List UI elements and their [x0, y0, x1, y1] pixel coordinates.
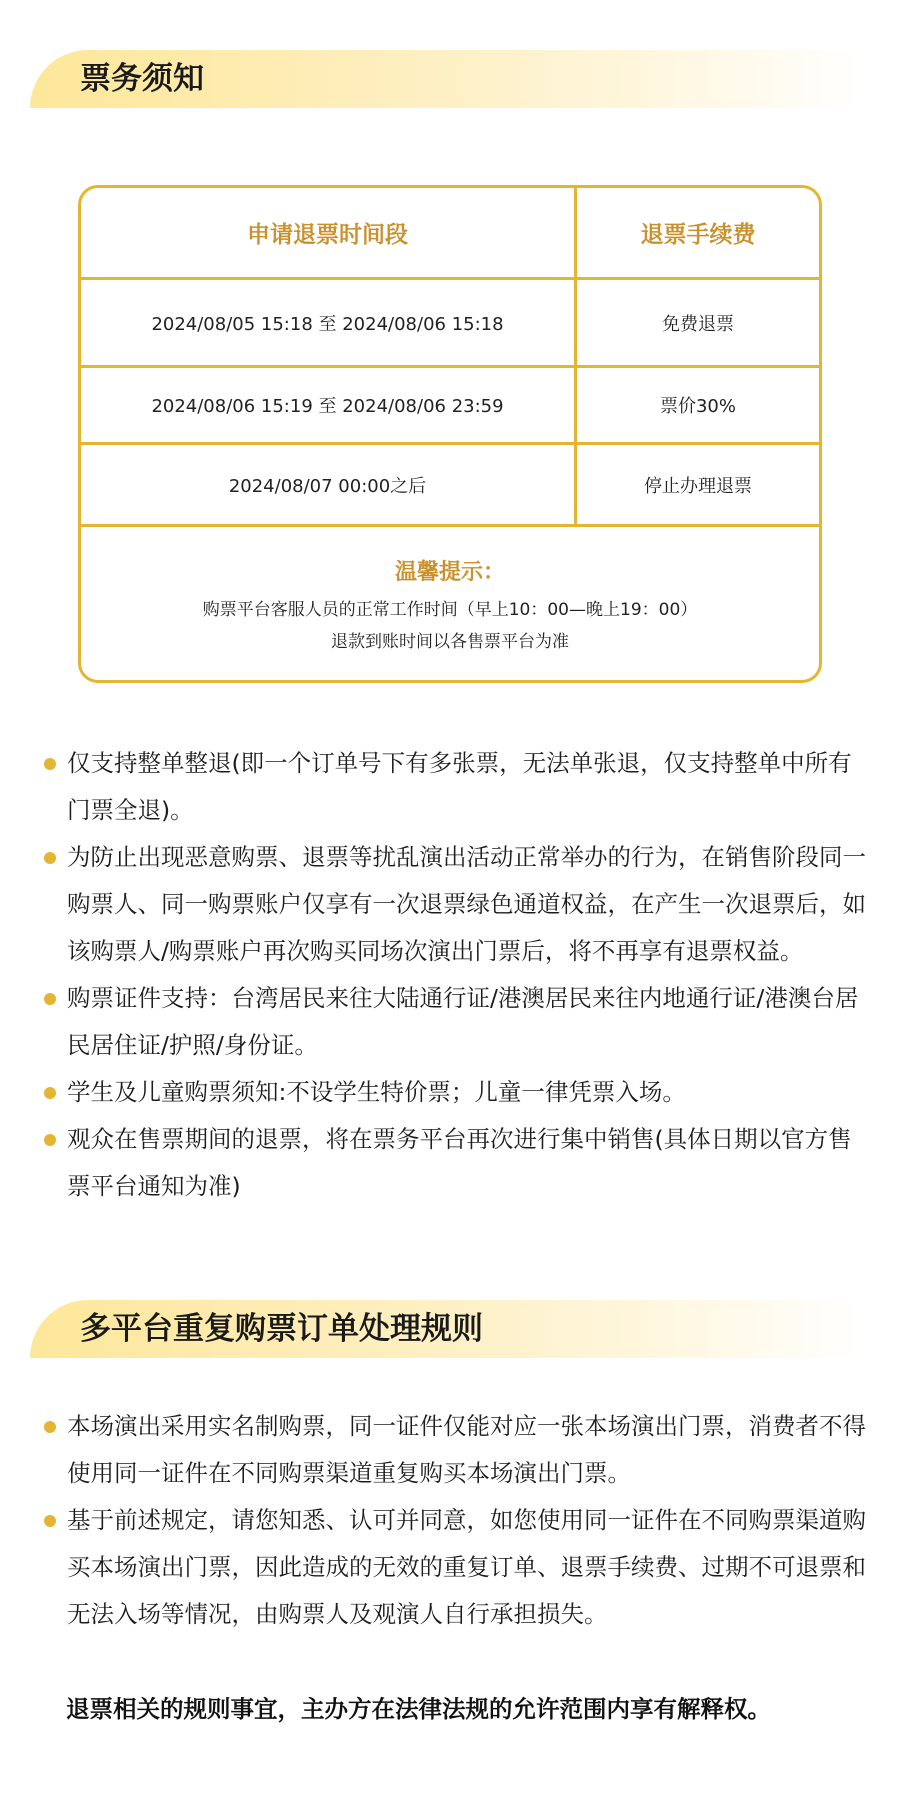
section-title: 多平台重复购票订单处理规则: [80, 1311, 483, 1347]
fee-cell: 票价30%: [659, 396, 736, 417]
bullet-dot-icon: [44, 993, 56, 1005]
bullet-dot-icon: [44, 1087, 56, 1099]
note-text: 本场演出采用实名制购票，同一证件仅能对应一张本场演出门票，消费者不得使用同一证件在不同购票渠道重复购买本场演出门票。: [67, 1412, 866, 1487]
fee-cell: 免费退票: [662, 313, 734, 335]
list-item: [44, 1497, 874, 1638]
note-text: 购票证件支持：台湾居民来往大陆通行证/港澳居民来往内地通行证/港澳台居民居住证/护照/身份证。: [67, 984, 859, 1059]
header-period: 申请退票时间段: [81, 188, 577, 277]
list-item: [44, 1116, 874, 1210]
period-cell: 2024/08/07 00:00之后: [81, 445, 577, 524]
bullet-dot-icon: [44, 1515, 56, 1527]
tips-title: 温馨提示：: [394, 560, 505, 585]
note-text: 学生及儿童购票须知:不设学生特价票；儿童一律凭票入场。: [67, 1078, 686, 1106]
section-header-ticket-notice: [30, 50, 860, 108]
duplicate-rules-list: [44, 1403, 874, 1638]
closing-statement: 退票相关的规则事宜，主办方在法律法规的允许范围内享有解释权。: [66, 1695, 771, 1723]
note-text: 观众在售票期间的退票，将在票务平台再次进行集中销售(具体日期以官方售票平台通知为准): [67, 1125, 852, 1200]
bullet-dot-icon: [44, 1134, 56, 1146]
table-header-row: [81, 188, 819, 280]
period-cell: 2024/08/06 15:19 至 2024/08/06 23:59: [81, 368, 577, 442]
tips-line: 购票平台客服人员的正常工作时间（早上10：00—晚上19：00）: [202, 600, 698, 620]
bullet-dot-icon: [44, 1421, 56, 1433]
period-cell: 2024/08/05 15:18 至 2024/08/06 15:18: [81, 280, 577, 365]
list-item: [44, 834, 874, 975]
ticket-notes-list: [44, 740, 874, 1210]
note-text: 基于前述规定，请您知悉、认可并同意，如您使用同一证件在不同购票渠道购买本场演出门票，因此造成的无效的重复订单、退票手续费、过期不可退票和无法入场等情况，由购票人及观演人自行承担损失。: [67, 1506, 866, 1628]
header-fee: 退票手续费: [640, 222, 756, 248]
table-row: [81, 280, 819, 368]
section-title: 票务须知: [80, 61, 204, 97]
note-text: 仅支持整单整退(即一个订单号下有多张票，无法单张退，仅支持整单中所有门票全退)。: [67, 749, 852, 824]
list-item: [44, 975, 874, 1069]
note-text: 为防止出现恶意购票、退票等扰乱演出活动正常举办的行为，在销售阶段同一购票人、同一购票账户仅享有一次退票绿色通道权益，在产生一次退票后，如该购票人/购票账户再次购买同场次演出门票后，将不再享有退票权益。: [67, 843, 866, 965]
list-item: [44, 1069, 874, 1116]
list-item: [44, 740, 874, 834]
refund-fee-table: [78, 185, 822, 683]
table-row: [81, 368, 819, 445]
list-item: [44, 1403, 874, 1497]
tips-line: 退款到账时间以各售票平台为准: [331, 632, 569, 652]
section-header-duplicate-orders: [30, 1300, 860, 1358]
bullet-dot-icon: [44, 758, 56, 770]
table-row: [81, 445, 819, 527]
warm-tips: [81, 527, 819, 680]
fee-cell: 停止办理退票: [644, 475, 752, 497]
bullet-dot-icon: [44, 852, 56, 864]
